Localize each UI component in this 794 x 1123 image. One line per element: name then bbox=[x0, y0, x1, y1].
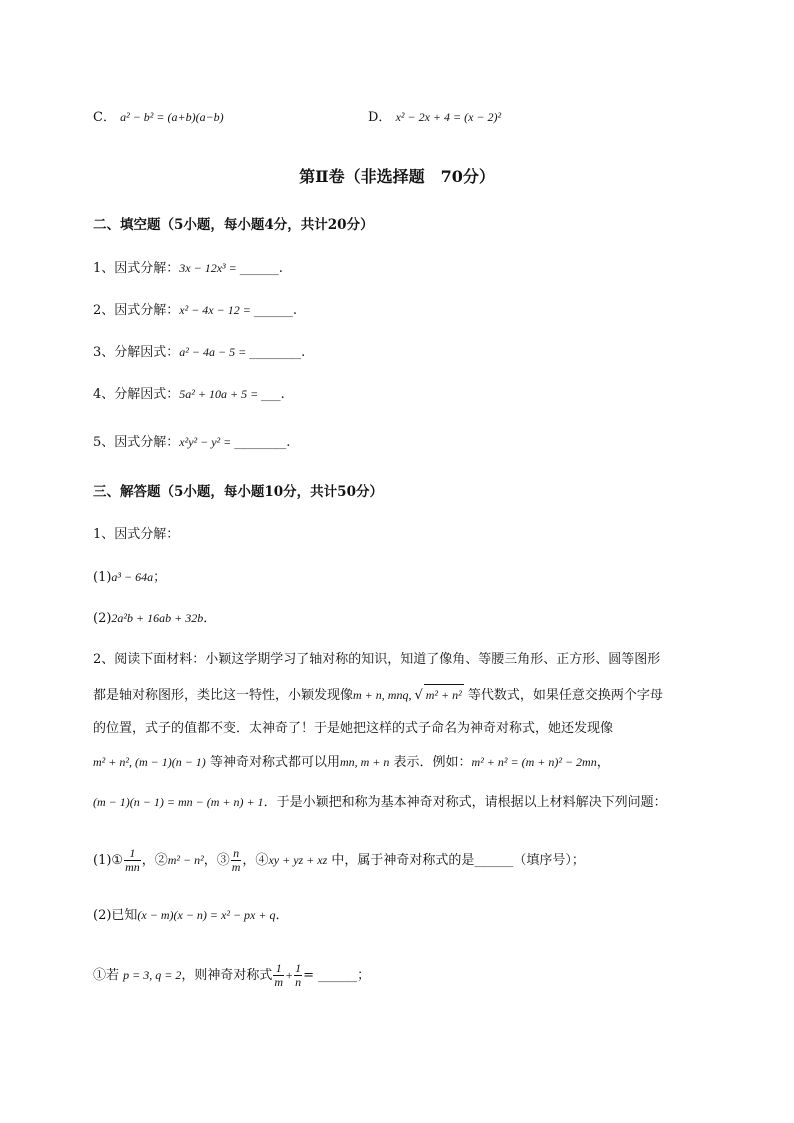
q2-line-5 bbox=[93, 792, 667, 813]
q2-l4-math-3: m² + n² = (m + n)² − 2mn bbox=[471, 755, 597, 769]
q2-line-3: 的位置，式子的值都不变．太神奇了！于是她把这样的式子命名为神奇对称式，她还发现像 bbox=[93, 721, 614, 736]
fill-item-prefix: 4、分解因式： bbox=[93, 387, 180, 402]
fill-item-4 bbox=[93, 384, 285, 405]
frac-num: 1 bbox=[124, 847, 141, 861]
q1-p1-end: ； bbox=[153, 570, 167, 585]
option-c bbox=[93, 107, 224, 128]
q2-l4-text-b: 表示．例如： bbox=[389, 755, 472, 770]
q2-p3-cond: p = 3, q = 2 bbox=[123, 968, 182, 982]
q2-l4-math-1: m² + n², (m − 1)(n − 1) bbox=[93, 755, 206, 769]
q2-p1-sep-3: ，③ bbox=[203, 853, 230, 868]
fill-item-expr: 5a² + 10a + 5 = bbox=[179, 387, 262, 401]
fill-item-end: . bbox=[278, 261, 283, 276]
fill-item-expr: x²y² − y² = bbox=[179, 435, 235, 449]
q2-p1-math-4: xy + yz + xz bbox=[268, 853, 328, 867]
q1-p2-end: ． bbox=[203, 611, 217, 626]
q2-part-2-sub-1 bbox=[93, 960, 370, 991]
fill-item-blank: ______ bbox=[239, 261, 279, 276]
frac-num: 1 bbox=[273, 962, 284, 976]
fill-item-expr: x² − 4x − 12 = bbox=[179, 303, 254, 317]
q2-part-1 bbox=[93, 845, 585, 876]
q2-p1-label: (1)① bbox=[93, 853, 124, 868]
q2-line-2 bbox=[93, 684, 663, 706]
fill-item-prefix: 5、因式分解： bbox=[93, 435, 180, 450]
q2-p1-sep-2: ，② bbox=[141, 853, 168, 868]
option-c-expr: a² − b² = (a+b)(a−b) bbox=[120, 110, 224, 124]
frac-den: n bbox=[295, 975, 302, 989]
frac-num: n bbox=[231, 847, 242, 861]
fill-item-prefix: 2、因式分解： bbox=[93, 303, 180, 318]
solve-heading: 三、解答题（5小题，每小题10分，共计50分） bbox=[93, 484, 383, 500]
fill-item-prefix: 1、因式分解： bbox=[93, 261, 180, 276]
plus-sign: + bbox=[285, 968, 294, 982]
q2-p2-label: (2)已知 bbox=[93, 908, 138, 923]
frac-num: 1 bbox=[295, 961, 302, 975]
fill-item-blank: ________ bbox=[234, 435, 287, 450]
q2-p3-tail: = ______； bbox=[303, 968, 371, 983]
q2-l4-math-2: mn, m + n bbox=[339, 755, 390, 769]
option-c-label: C． bbox=[93, 110, 116, 125]
option-d-expr: x² − 2x + 4 = (x − 2)² bbox=[395, 110, 502, 124]
frac-den: m bbox=[274, 975, 284, 989]
fill-item-end: . bbox=[280, 387, 285, 402]
q2-l5-text: ．于是小颖把和称为基本神奇对称式，请根据以上材料解决下列问题： bbox=[263, 795, 667, 810]
option-d bbox=[368, 107, 501, 128]
q2-line-4 bbox=[93, 752, 610, 773]
fill-item-expr: 3x − 12x³ = bbox=[179, 261, 240, 275]
fill-item-end: . bbox=[292, 303, 297, 318]
fraction-1-over-n bbox=[294, 962, 302, 989]
q2-l2-text-b: 等代数式，如果任意交换两个字母 bbox=[463, 688, 663, 703]
frac-den: mn bbox=[125, 860, 140, 874]
option-d-label: D． bbox=[368, 110, 392, 125]
q1-p1-expr: a³ − 64a bbox=[111, 570, 154, 584]
fraction-n-over-m bbox=[231, 847, 242, 874]
fill-item-prefix: 3、分解因式： bbox=[93, 345, 180, 360]
q2-p2-expr: (x − m)(x − n) = x² − px + q bbox=[137, 908, 276, 922]
q2-l2-sqrt: m² + n² bbox=[424, 684, 464, 705]
q1-p1-label: (1) bbox=[93, 570, 112, 585]
q2-line-1: 2、阅读下面材料：小颖这学期学习了轴对称的知识，知道了像角、等腰三角形、正方形、圆等图形 bbox=[93, 652, 661, 667]
fraction-1-over-mn bbox=[124, 847, 141, 874]
q2-p2-end: ． bbox=[275, 908, 289, 923]
q2-l2-text-a: 都是轴对称图形，类比这一特性，小颖发现像 bbox=[93, 688, 354, 703]
q2-p3-label: ①若 bbox=[93, 968, 124, 983]
fill-item-1 bbox=[93, 258, 283, 279]
q1-part-2 bbox=[93, 608, 216, 629]
fill-item-2 bbox=[93, 300, 297, 321]
fill-item-3 bbox=[93, 342, 305, 363]
fill-item-blank: ___ bbox=[261, 387, 281, 402]
q2-part-2 bbox=[93, 905, 288, 926]
q2-l4-text-a: 等神奇对称式都可以用 bbox=[205, 755, 340, 770]
fraction-1-over-m bbox=[273, 962, 284, 989]
q2-l5-math: (m − 1)(n − 1) = mn − (m + n) + 1 bbox=[93, 795, 264, 809]
q2-p1-sep-4: ，④ bbox=[242, 853, 269, 868]
q1-part-1 bbox=[93, 567, 166, 588]
fill-item-blank: ________ bbox=[249, 345, 302, 360]
sqrt-icon: √ bbox=[414, 688, 423, 703]
fill-heading: 二、填空题（5小题，每小题4分，共计20分） bbox=[93, 217, 374, 233]
fill-item-expr: a² − 4a − 5 = bbox=[179, 345, 250, 359]
fill-item-5 bbox=[93, 432, 290, 453]
frac-den: m bbox=[231, 860, 241, 874]
fill-item-end: . bbox=[286, 435, 291, 450]
fill-item-end: . bbox=[301, 345, 306, 360]
fill-item-blank: ______ bbox=[253, 303, 293, 318]
q2-l2-math: m + n, mnq, bbox=[353, 688, 415, 702]
q2-p3-mid: ，则神奇对称式 bbox=[181, 968, 273, 983]
q2-p1-math-2: m² − n² bbox=[167, 853, 204, 867]
q2-p1-tail: 中，属于神奇对称式的是______（填序号）； bbox=[327, 853, 585, 868]
q1-p2-label: (2) bbox=[93, 611, 112, 626]
q2-l4-text-c: ， bbox=[596, 755, 610, 770]
q1-p2-expr: 2a²b + 16ab + 32b bbox=[111, 611, 204, 625]
section-2-title: 第Ⅱ卷（非选择题 70分） bbox=[299, 167, 495, 186]
q1-title: 1、因式分解： bbox=[93, 527, 180, 542]
